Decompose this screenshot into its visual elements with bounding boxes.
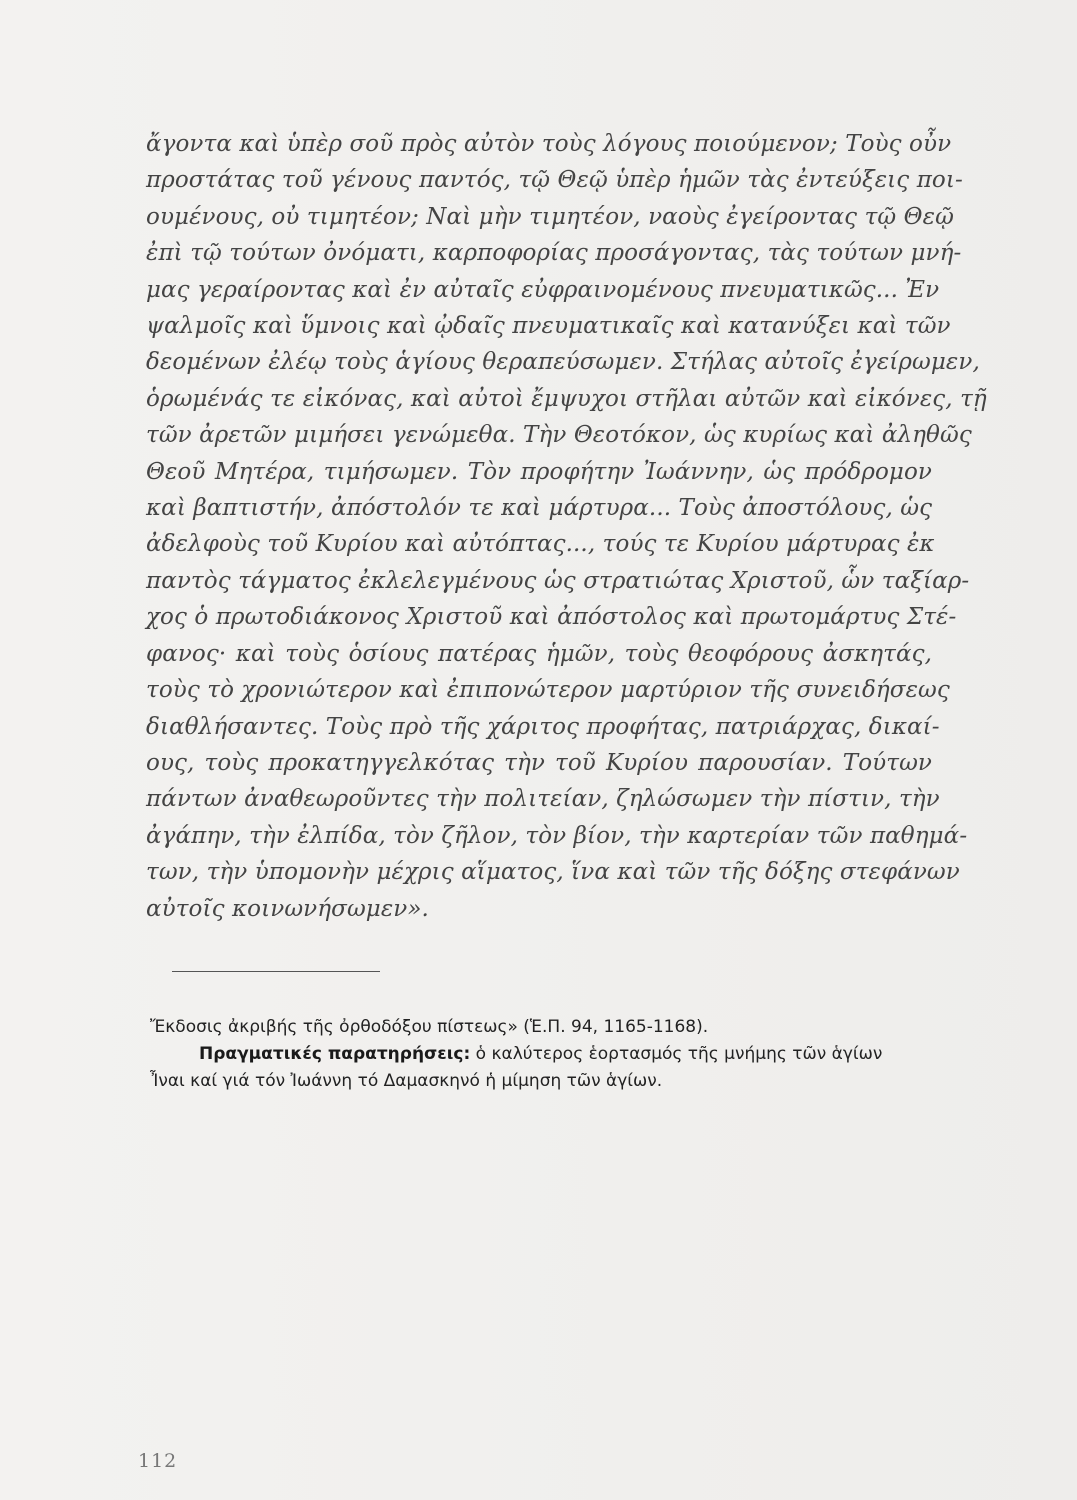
text-line: των, τὴν ὑπομονὴν μέχρις αἵματος, ἵνα καὶ τῶν τῆς δόξης στεφάνων bbox=[146, 859, 960, 886]
text-line: Θεοῦ Μητέρα, τιμήσωμεν. Τὸν προφήτην Ἰωάννην, ὡς πρόδρομον bbox=[146, 458, 932, 485]
text-line: ους, τοὺς προκατηγγελκότας τὴν τοῦ Κυρίου παρουσίαν. Τούτων bbox=[146, 749, 932, 776]
main-text-block bbox=[146, 126, 987, 927]
footnote-remarks-continuation: Ἶναι καί γιά τόν Ἰωάννη τό Δαμασκηνό ἡ μίμηση τῶν ἁγίων. bbox=[150, 1071, 663, 1091]
footnote-source: Ἔκδοσις ἀκριβής τῆς ὀρθοδόξου πίστεως» (Ἑ.Π. 94, 1165-1168). bbox=[150, 1017, 709, 1037]
text-line: αὐτοῖς κοινωνήσωμεν». bbox=[146, 895, 429, 922]
text-line: ἐπὶ τῷ τούτων ὀνόματι, καρποφορίας προσάγοντας, τὰς τούτων μνή- bbox=[146, 240, 962, 267]
footnote-remarks-text: ὁ καλύτερος ἑορτασμός τῆς μνήμης τῶν ἁγίων bbox=[470, 1044, 883, 1064]
text-line: ἀδελφοὺς τοῦ Κυρίου καὶ αὐτόπτας..., τούς τε Κυρίου μάρτυρας ἐκ bbox=[146, 531, 935, 558]
text-line: ἀγάπην, τὴν ἐλπίδα, τὸν ζῆλον, τὸν βίον, τὴν καρτερίαν τῶν παθημά- bbox=[146, 822, 968, 849]
text-line: ψαλμοῖς καὶ ὕμνοις καὶ ᾠδαῖς πνευματικαῖς καὶ κατανύξει καὶ τῶν bbox=[146, 313, 951, 340]
text-line: τοὺς τὸ χρονιώτερον καὶ ἐπιπονώτερον μαρτύριον τῆς συνειδήσεως bbox=[146, 677, 950, 704]
text-line: ὁρωμένάς τε εἰκόνας, καὶ αὐτοὶ ἔμψυχοι στῆλαι αὐτῶν καὶ εἰκόνες, τῇ bbox=[146, 385, 987, 412]
page-number: 112 bbox=[138, 1450, 178, 1472]
text-line: τῶν ἀρετῶν μιμήσει γενώμεθα. Τὴν Θεοτόκον, ὡς κυρίως καὶ ἀληθῶς bbox=[146, 422, 972, 449]
text-line: ουμένους, οὐ τιμητέον; Ναὶ μὴν τιμητέον, ναοὺς ἐγείροντας τῷ Θεῷ bbox=[146, 203, 954, 230]
text-line: παντὸς τάγματος ἐκλελεγμένους ὡς στρατιώτας Χριστοῦ, ὧν ταξίαρ- bbox=[146, 567, 970, 594]
text-line: διαθλήσαντες. Τοὺς πρὸ τῆς χάριτος προφήτας, πατριάρχας, δικαί- bbox=[146, 713, 940, 740]
footnote-remarks-heading: Πραγματικές παρατηρήσεις: bbox=[199, 1044, 471, 1064]
footnote-remarks bbox=[199, 1042, 882, 1066]
text-line: πάντων ἀναθεωροῦντες τὴν πολιτείαν, ζηλώσωμεν τὴν πίστιν, τὴν bbox=[146, 786, 940, 813]
text-line: χος ὁ πρωτοδιάκονος Χριστοῦ καὶ ἀπόστολος καὶ πρωτομάρτυς Στέ- bbox=[146, 604, 957, 631]
text-line: προστάτας τοῦ γένους παντός, τῷ Θεῷ ὑπὲρ ἡμῶν τὰς ἐντεύξεις ποι- bbox=[146, 167, 963, 194]
text-line: καὶ βαπτιστήν, ἀπόστολόν τε καὶ μάρτυρα... Τοὺς ἀποστόλους, ὡς bbox=[146, 495, 933, 522]
text-line: μας γεραίροντας καὶ ἐν αὐταῖς εὐφραινομένους πνευματικῶς... Ἐν bbox=[146, 276, 940, 303]
text-line: φανος· καὶ τοὺς ὁσίους πατέρας ἡμῶν, τοὺς θεοφόρους ἀσκητάς, bbox=[146, 640, 932, 667]
footnote-separator bbox=[172, 971, 380, 972]
text-line: δεομένων ἐλέῳ τοὺς ἁγίους θεραπεύσωμεν. Στήλας αὐτοῖς ἐγείρωμεν, bbox=[146, 349, 980, 376]
text-line: ἄγοντα καὶ ὑπὲρ σοῦ πρὸς αὐτὸν τοὺς λόγους ποιούμενον; Τοὺς οὖν bbox=[146, 131, 952, 157]
